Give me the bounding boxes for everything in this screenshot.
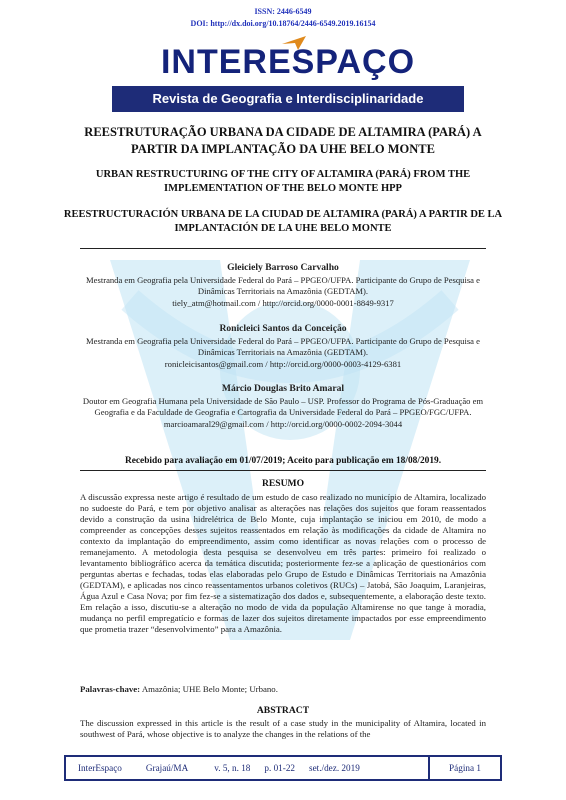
logo-text: INTERESPAÇO	[160, 43, 416, 81]
doi-link[interactable]: DOI: http://dx.doi.org/10.18764/2446-6549.2019.16154	[190, 19, 376, 28]
resumo-text: A discussão expressa neste artigo é resultado de um estudo de caso realizado no município de Altamira, localizado no sudoeste do Pará, e tem por objetivo analisar as alterações nas relações dos sujeitos que foram reassentados devido a construção da usina hidrelétrica de Belo Monte, cuja implantação se iniciou em 2010, de modo a compreender as concepções desses sujeitos reassentados em relação às modificações da cidade de Altamira no contexto da implantação do empreendimento, assim como identificar as novas relações com o processo de remanejamento. A metodologia desta pesquisa se desenvolveu em três partes: primeiro foi realizado o levantamento bibliográfico acerca da temática discutida; posteriormente fez-se a aplicação de questionários com perguntas abertas e fechadas, todas elas elaboradas pelo Grupo de Estudo e Dinâmicas Territoriais na Amazônia (GEDTAM), e aplicadas nos cinco reassentamentos urbanos coletivos (RUCs) – Jatobá, São Joaquim, Laranjeiras, Água Azul e Casa Nova; por fim fez-se a sistematização dos dados e, subsequentemente, a elaboração deste texto. Em relação a isso, discutiu-se a alteração no modo de vida da população Altamirense no que tange à moradia, mudança no perfil empregatício e formas de lazer dos sujeitos diretamente impactados por esse empreendimento que prometia trazer “desenvolvimento” para a Amazônia.	[80, 492, 486, 634]
journal-logo	[108, 40, 468, 84]
author-name: Ronicleici Santos da Conceição	[219, 323, 347, 334]
issn: ISSN: 2446-6549	[254, 7, 312, 16]
author-affiliation: Doutor em Geografia Humana pela Universidade de São Paulo – USP. Professor do Programa de Pós-Graduação em Geografia e da Faculdade de Geografia e Cartografia da Universidade Federal do Pará – PPGEO/FGC/UFPA.	[82, 395, 484, 417]
author-contact[interactable]: ronicleicisantos@gmail.com / http://orcid.org/0000-0003-4129-6381	[164, 358, 402, 369]
page-footer	[64, 755, 502, 781]
journal-subtitle: Revista de Geografia e Interdisciplinaridade	[112, 86, 464, 112]
received-dates: Recebido para avaliação em 01/07/2019; Aceito para publicação em 18/08/2019.	[124, 456, 442, 466]
footer-volume: v. 5, n. 18	[214, 763, 251, 773]
author-block	[80, 323, 486, 370]
keywords-value: Amazônia; UHE Belo Monte; Urbano.	[141, 684, 278, 694]
footer-journal: InterEspaço	[78, 763, 122, 773]
abstract-heading: ABSTRACT	[256, 705, 310, 716]
resumo-heading: RESUMO	[261, 478, 305, 489]
author-block	[80, 262, 486, 309]
author-affiliation: Mestranda em Geografia pela Universidade Federal do Pará – PPGEO/UFPA. Participante do Grupo de Pesquisa e Dinâmicas Territoriais na Amazônia (GEDTAM).	[86, 274, 480, 296]
footer-date: set./dez. 2019	[309, 763, 360, 773]
footer-pages: p. 01-22	[264, 763, 296, 773]
author-contact[interactable]: tiely_atm@hotmail.com / http://orcid.org/0000-0001-8849-9317	[172, 297, 394, 308]
title-portuguese: REESTRUTURAÇÃO URBANA DA CIDADE DE ALTAMIRA (PARÁ) A PARTIR DA IMPLANTAÇÃO DA UHE BELO MONTE	[84, 125, 482, 156]
abstract-text: The discussion expressed in this article is the result of a case study in the municipality of Altamira, located in southwest of Pará, whose objective is to analyze the changes in the relations of the	[80, 718, 486, 739]
header-meta	[0, 6, 566, 30]
divider	[80, 470, 486, 471]
footer-city: Grajaú/MA	[145, 763, 189, 773]
author-name: Márcio Douglas Brito Amaral	[221, 383, 345, 394]
author-affiliation: Mestranda em Geografia pela Universidade Federal do Pará – PPGEO/UFPA. Participante do Grupo de Pesquisa e Dinâmicas Territoriais na Amazônia (GEDTAM).	[86, 335, 480, 357]
title-english: URBAN RESTRUCTURING OF THE CITY OF ALTAMIRA (PARÁ) FROM THE IMPLEMENTATION OF THE BELO MONTE HPP	[95, 169, 471, 194]
divider	[80, 248, 486, 249]
author-block	[80, 383, 486, 430]
author-name: Gleiciely Barroso Carvalho	[227, 262, 339, 273]
keywords	[80, 684, 486, 695]
title-spanish: REESTRUCTURACIÓN URBANA DE LA CIUDAD DE ALTAMIRA (PARÁ) A PARTIR DE LA IMPLANTACIÓN DE LA UHE BELO MONTE	[63, 209, 503, 234]
author-contact[interactable]: marcioamaral29@gmail.com / http://orcid.org/0000-0002-2094-3044	[163, 418, 403, 429]
footer-page-number: Página 1	[428, 757, 500, 779]
keywords-label: Palavras-chave:	[80, 684, 141, 694]
